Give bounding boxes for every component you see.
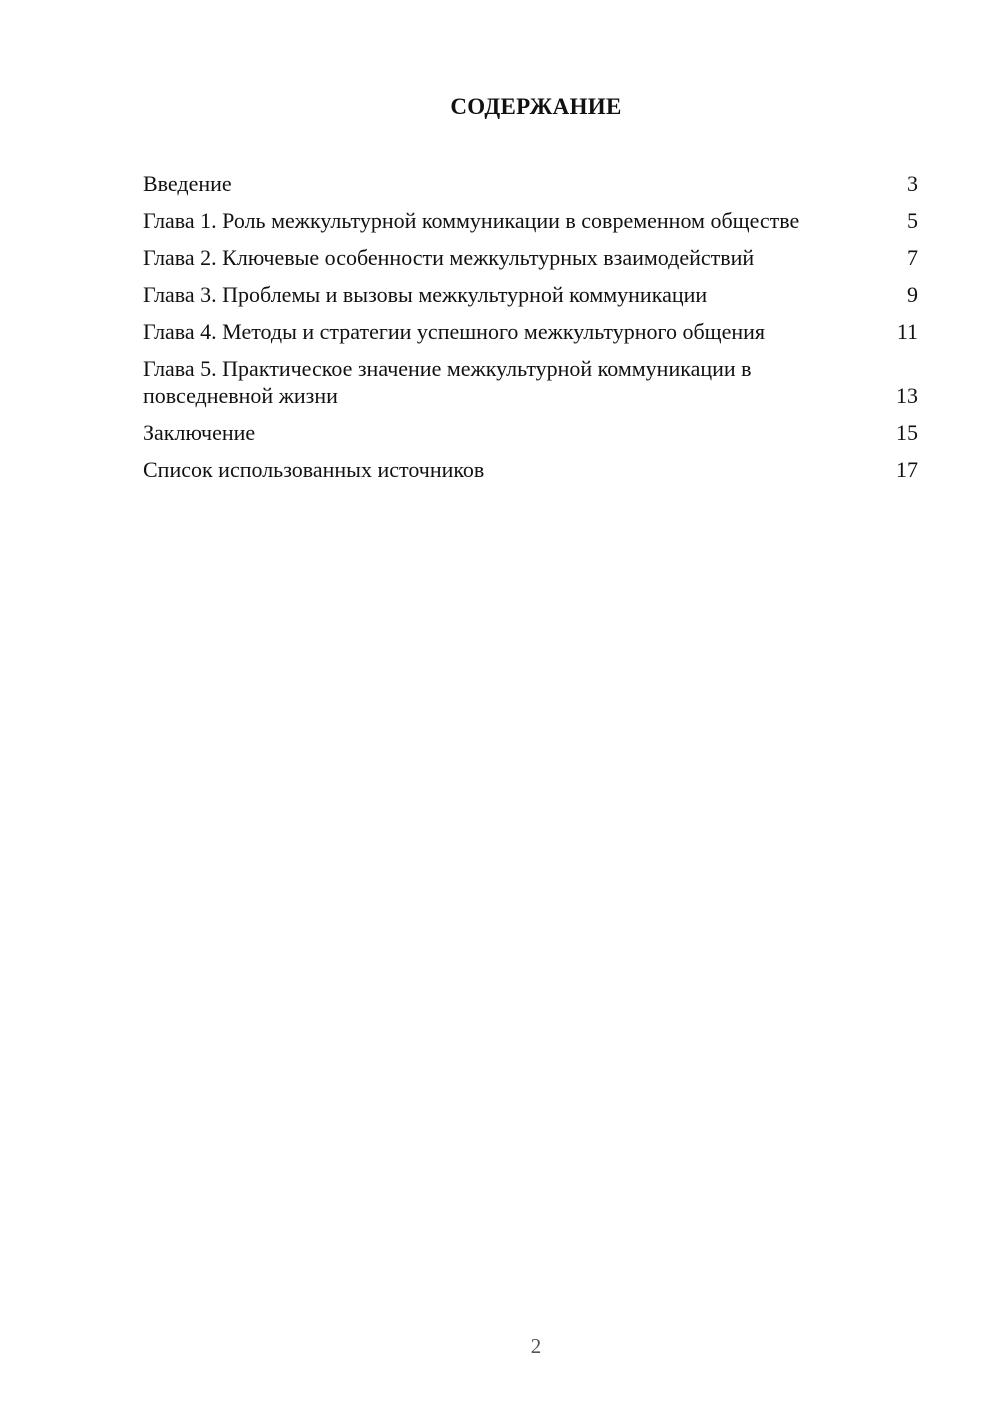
toc-entry-text: Глава 3. Проблемы и вызовы межкультурной коммуникации: [143, 282, 708, 307]
toc-entry-chapter-1[interactable]: [143, 207, 918, 234]
toc-entry-page: 13: [896, 383, 918, 408]
toc-entry-chapter-2[interactable]: [143, 244, 918, 271]
toc-entry-page: 11: [896, 319, 918, 344]
toc-entry-page: 9: [907, 282, 918, 307]
toc-entry-page: 17: [896, 457, 918, 482]
toc-entry-text: Глава 2. Ключевые особенности межкультурных взаимодействий: [143, 245, 755, 270]
toc-entry-chapter-4[interactable]: [143, 318, 918, 345]
toc-entry-text: Заключение: [143, 420, 256, 445]
toc-title: СОДЕРЖАНИЕ: [450, 94, 622, 119]
toc-entry-page: 5: [907, 208, 918, 233]
toc-entry-text: Глава 4. Методы и стратегии успешного межкультурного общения: [143, 319, 766, 344]
toc-entry-page: 3: [907, 171, 918, 196]
toc-entry-references[interactable]: [143, 456, 918, 483]
toc-entry-chapter-5[interactable]: [143, 355, 918, 409]
toc-entry-page: 15: [896, 420, 918, 445]
toc-entry-text: Введение: [143, 171, 232, 196]
toc-list: [143, 170, 918, 493]
toc-entry-page: 7: [907, 245, 918, 270]
page-number: 2: [530, 1334, 542, 1358]
toc-entry-text: Глава 1. Роль межкультурной коммуникации в современном обществе: [143, 208, 800, 233]
toc-entry-chapter-3[interactable]: [143, 281, 918, 308]
toc-entry-text: Глава 5. Практическое значение межкультурной коммуникации в повседневной жизни: [143, 356, 752, 408]
toc-entry-introduction[interactable]: [143, 170, 918, 197]
toc-entry-conclusion[interactable]: [143, 419, 918, 446]
toc-entry-text: Список использованных источников: [143, 457, 485, 482]
